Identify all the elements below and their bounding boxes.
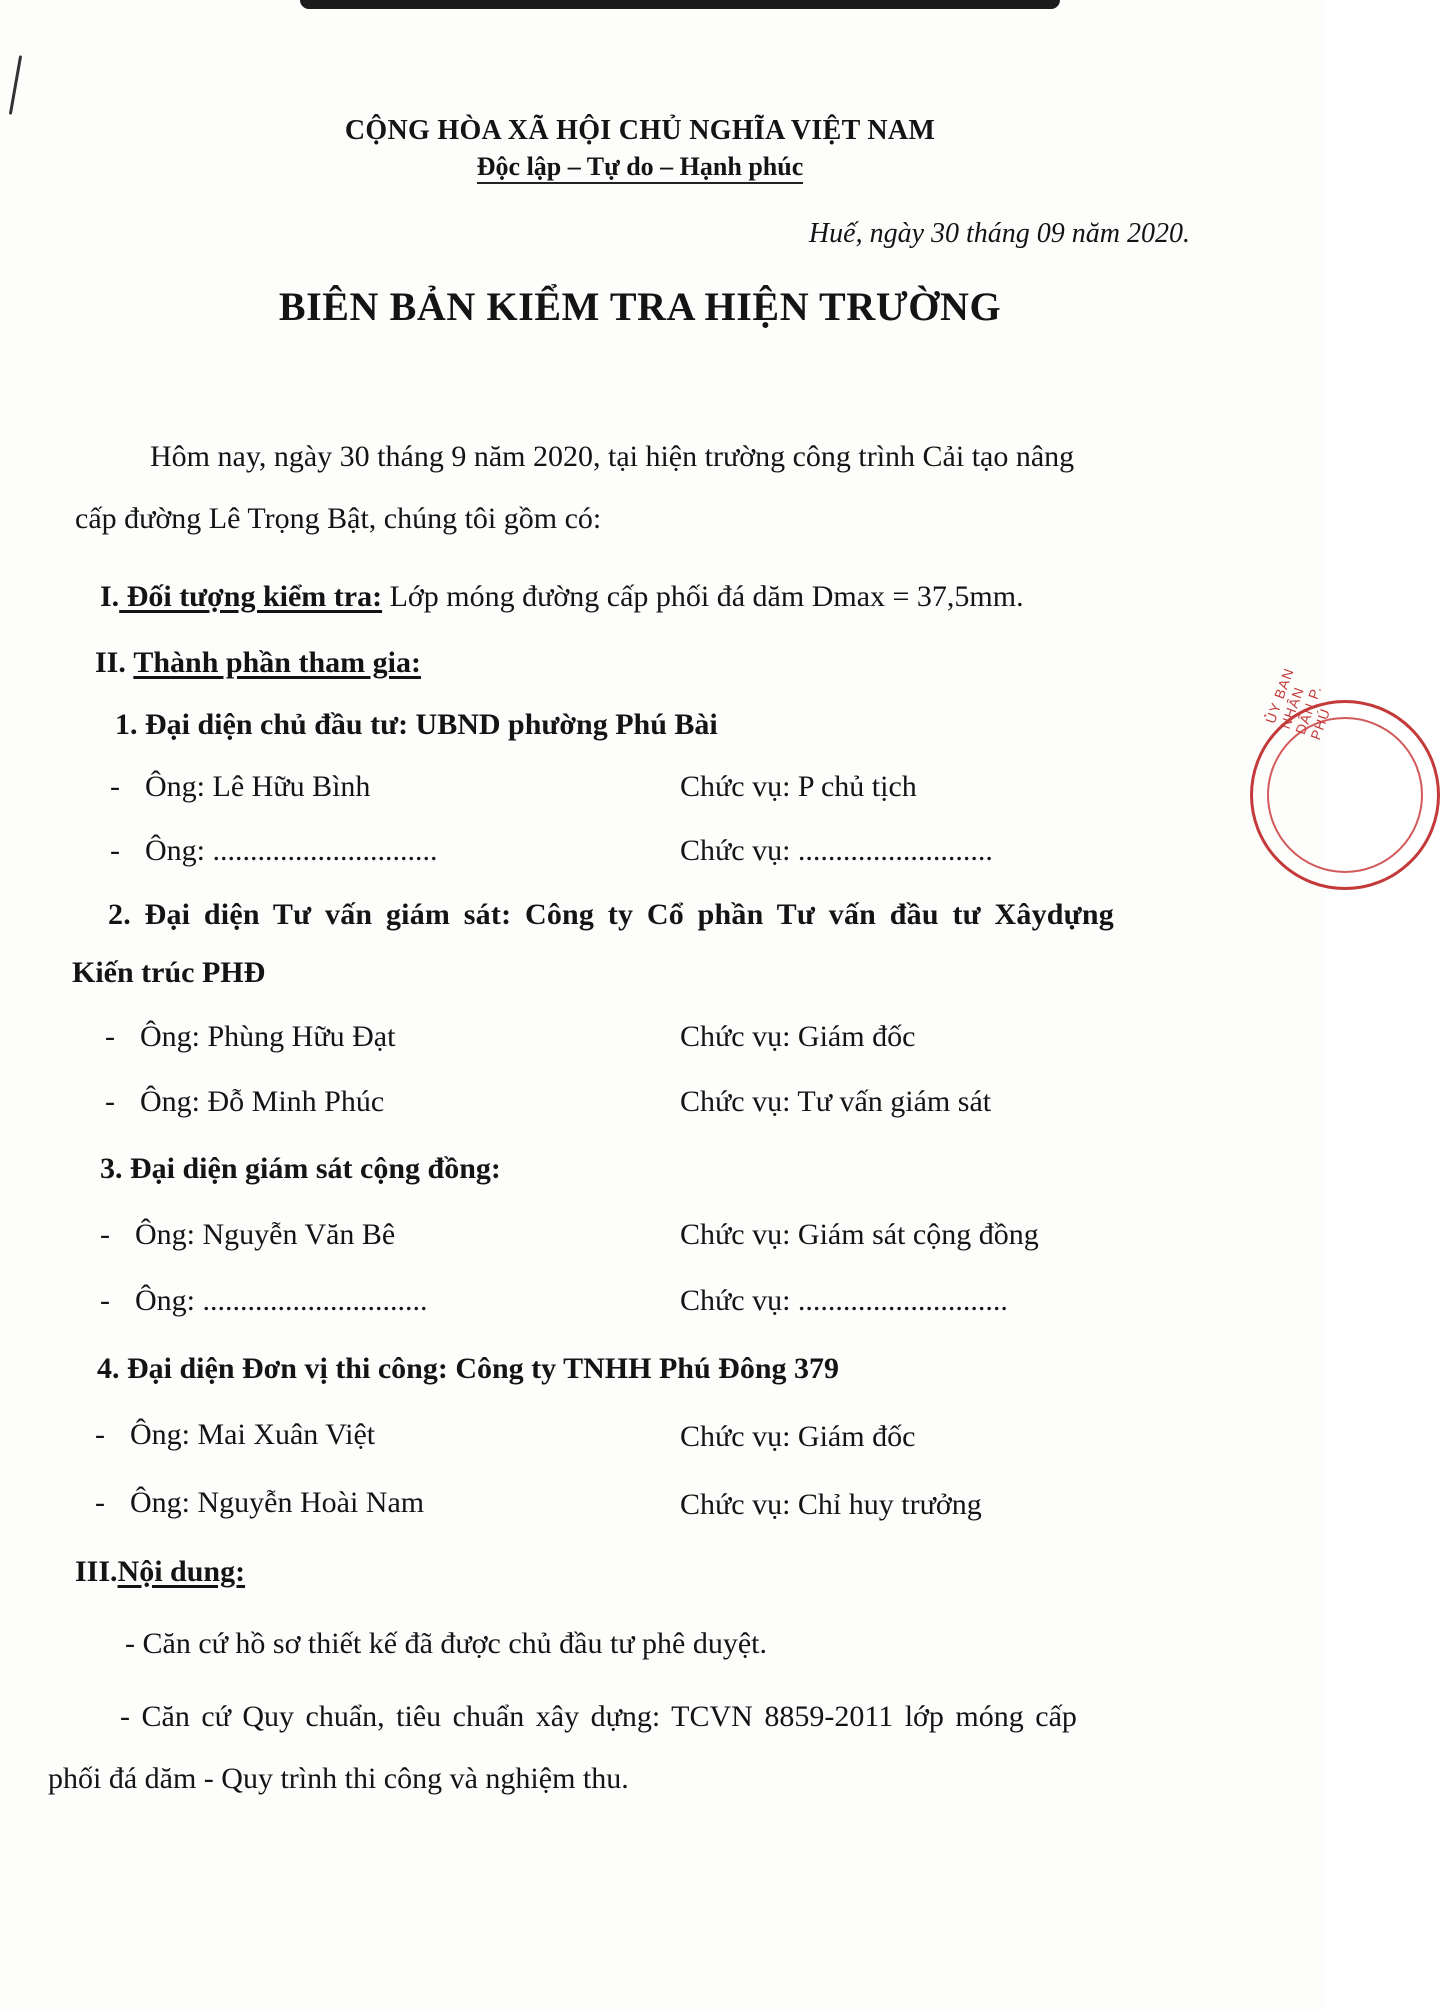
list-dash: - — [95, 1418, 105, 1451]
group-1-heading: 1. Đại diện chủ đầu tư: UBND phường Phú Bài — [115, 708, 718, 741]
group-3-role-2: Chức vụ: ............................ — [680, 1284, 1008, 1317]
stamp-text: ỦY BAN NHÂN DÂN P. PHÚ — [1262, 665, 1334, 742]
red-stamp — [1250, 700, 1440, 890]
intro-line-2: cấp đường Lê Trọng Bật, chúng tôi gồm có: — [75, 502, 602, 535]
list-dash: - — [100, 1284, 110, 1317]
section-3-item-1: - Căn cứ hồ sơ thiết kế đã được chủ đầu tư phê duyệt. — [125, 1627, 768, 1660]
section-1-heading: Đối tượng kiểm tra: — [119, 580, 383, 613]
list-dash: - — [100, 1218, 110, 1251]
group-3-name-2: Ông: .............................. — [135, 1284, 428, 1317]
intro-line-1: Hôm nay, ngày 30 tháng 9 năm 2020, tại hiện trường công trình Cải tạo nâng — [150, 440, 1075, 473]
pen-mark — [9, 55, 22, 115]
group-2-heading-line-1: 2. Đại diện Tư vấn giám sát: Công ty Cổ phần Tư vấn đầu tư Xâydựng — [108, 898, 1114, 931]
group-2-name-1: Ông: Phùng Hữu Đạt — [140, 1020, 396, 1053]
list-dash: - — [95, 1486, 105, 1519]
national-title: CỘNG HÒA XÃ HỘI CHỦ NGHĨA VIỆT NAM — [344, 115, 936, 146]
section-1-numeral: I. — [100, 580, 120, 613]
list-dash: - — [105, 1020, 115, 1053]
group-4-role-1: Chức vụ: Giám đốc — [680, 1420, 916, 1453]
section-2 — [95, 646, 421, 680]
document-title: BIÊN BẢN KIỂM TRA HIỆN TRƯỜNG — [278, 284, 1002, 329]
group-1-role-1: Chức vụ: P chủ tịch — [680, 770, 917, 803]
group-3-name-1: Ông: Nguyễn Văn Bê — [135, 1218, 396, 1251]
group-2-role-2: Chức vụ: Tư vấn giám sát — [680, 1085, 992, 1118]
section-1-text: Lớp móng đường cấp phối đá dăm Dmax = 37,5mm. — [389, 580, 1024, 613]
group-4-name-1: Ông: Mai Xuân Việt — [130, 1418, 376, 1451]
group-4-name-2: Ông: Nguyễn Hoài Nam — [130, 1486, 425, 1519]
group-4-heading: 4. Đại diện Đơn vị thi công: Công ty TNHH Phú Đông 379 — [97, 1352, 840, 1385]
section-3 — [75, 1555, 245, 1589]
section-3-item-2-line-1: - Căn cứ Quy chuẩn, tiêu chuẩn xây dựng: TCVN 8859-2011 lớp móng cấp — [120, 1700, 1077, 1733]
group-1-name-1: Ông: Lê Hữu Bình — [145, 770, 371, 803]
group-1-role-2: Chức vụ: .......................... — [680, 834, 993, 867]
section-2-heading: Thành phần tham gia: — [133, 646, 421, 679]
national-motto — [0, 152, 1280, 182]
section-3-item-2-line-2: phối đá dăm - Quy trình thi công và nghiệm thu. — [48, 1762, 629, 1795]
list-dash: - — [105, 1085, 115, 1118]
group-1-name-2: Ông: .............................. — [145, 834, 438, 867]
motto-text: Độc lập – Tự do – Hạnh phúc — [477, 152, 804, 184]
group-4-role-2: Chức vụ: Chỉ huy trưởng — [680, 1488, 982, 1521]
section-1 — [100, 580, 1024, 614]
section-3-heading: Nội dung: — [117, 1555, 246, 1588]
section-3-numeral: III. — [75, 1555, 118, 1588]
list-dash: - — [110, 770, 120, 803]
group-3-heading: 3. Đại diện giám sát cộng đồng: — [100, 1152, 501, 1185]
group-2-name-2: Ông: Đỗ Minh Phúc — [140, 1085, 385, 1118]
section-2-numeral: II. — [95, 646, 126, 679]
group-2-role-1: Chức vụ: Giám đốc — [680, 1020, 916, 1053]
scan-edge-shadow — [300, 0, 1060, 9]
group-3-role-1: Chức vụ: Giám sát cộng đồng — [680, 1218, 1039, 1251]
place-date: Huế, ngày 30 tháng 09 năm 2020. — [808, 218, 1190, 249]
group-2-heading-line-2: Kiến trúc PHĐ — [72, 956, 266, 989]
list-dash: - — [110, 834, 120, 867]
